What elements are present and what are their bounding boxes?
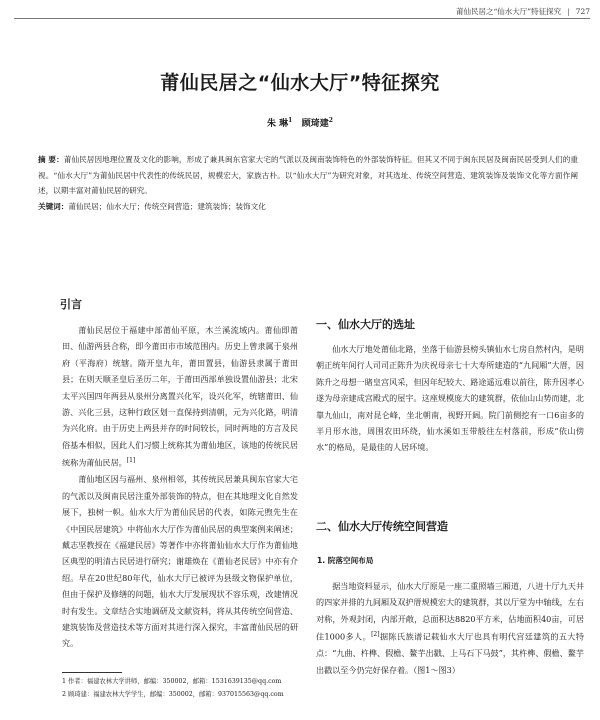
intro-heading: 引言 bbox=[60, 298, 82, 311]
subsection-1-heading: 1. 院落空间布局 bbox=[317, 556, 374, 565]
section-2-paragraph bbox=[316, 578, 584, 678]
citation-1: [1] bbox=[126, 457, 136, 465]
abstract bbox=[38, 152, 578, 199]
keywords-label: 关键词： bbox=[38, 202, 69, 211]
header-separator: | bbox=[567, 7, 570, 16]
section-1-heading: 一、仙水大厅的选址 bbox=[316, 318, 415, 331]
section-2-heading: 二、仙水大厅传统空间营造 bbox=[316, 520, 448, 533]
footnote-rule bbox=[62, 672, 122, 673]
footnotes bbox=[62, 676, 322, 701]
author-line bbox=[0, 116, 600, 129]
footnote-2: 2 顾琦建：福建农林大学学生，邮编：350002，邮箱：937015563@qq.com bbox=[62, 690, 284, 698]
author-2-affiliation: 2 bbox=[328, 117, 333, 124]
running-title: 莆仙民居之“仙水大厅”特征探究 bbox=[455, 7, 562, 16]
abstract-text: 莆仙民居因地理位置及文化的影响，形成了兼具闽东官家大宅的气派以及闽南装饰特色的外部装饰特征。但其又不同于闽东民居及闽南民居受到人们的重视。“仙水大厅”为莆仙民居中代表性的传统民居，规模宏大，家族古朴。以“仙水大厅”为研究对象，对其选址、传统空间营造、建筑装饰及装饰文化等方面作阐述，以期丰富对莆仙民居的研究。 bbox=[38, 155, 578, 195]
citation-2: [2] bbox=[371, 631, 380, 639]
section-2-text-cont: 据陈氏族谱记载仙水大厅也具有明代宫廷建筑的五大特点：“九曲、杵榫、假檐、鳌芋出戳、上马石下马鼓”，其杵榫、假檐、鳌芋出戳以至今仍完好保存着。（图1～图3） bbox=[316, 631, 584, 675]
section-2-text: 据当地资料显示，仙水大厅原是一座二重照墙三厢道，八进十厅九天井的四家并排的九间厢及双护厝规模宏大的建筑群，其以厅堂为中轴线，左右对称，外观封闭，内部开敞，总面积达8820平方米，佔地面积40亩，可居住1000多人。 bbox=[316, 581, 584, 642]
keywords-text: 莆仙民居；仙水大厅；传统空间营造；建筑装饰；装饰文化 bbox=[68, 202, 266, 211]
keywords bbox=[38, 199, 578, 214]
paper-title: 莆仙民居之“仙水大厅”特征探究 bbox=[160, 72, 440, 94]
header-rule bbox=[14, 18, 590, 19]
running-header bbox=[0, 6, 590, 17]
section-2-body bbox=[316, 578, 584, 678]
intro-p1-text: 莆仙民居位于福建中部莆仙平原，木兰溪流域内。莆仙即莆田、仙游两县合称，即今莆田市市域范围内。历史上曾隶属于泉州府（平海府）统辖。隋开皇九年，莆田置县，仙游县隶属于莆田县；在则天顺圣皇后圣历二年，于莆田西部单独设置仙游县；北宋太平兴国四年两县从泉州分离置兴化军，设兴化军，统辖莆田、仙游、兴化三县，这种行政区划一直保持到清朝，元为兴化路，明清为兴化府。由于历史上两县并存的时间较长，同时两地的方言及民俗基本相似，因此人们习惯上统称其为莆仙地区，该地的传统民居统称为莆仙民居。 bbox=[62, 325, 298, 468]
author-1: 朱 琳 bbox=[267, 119, 289, 129]
section-1-paragraph: 仙水大厅地处莆仙北路，坐落于仙游县榜头镇仙水七房自然村内，是明朝正统年间行人司司正陈升为庆祝母亲七十大寿所建造的“九间厢”大厝，因陈升之母想一睹皇宫风采，但因年纪较大、路途遥远难以前往，陈升因孝心遂为母亲建成宫殿式的屋宇。这座规模庞大的建筑群，依仙山山势而建，北靠九仙山，南对昆仑峰，坐北朝南，视野开阔。院门前侧挖有一口6亩多的半月形水池，周围农田环绕，仙水溪如玉带般往左村落前，形成“依山傍水”的格局，是最佳的人居环境。 bbox=[316, 344, 584, 453]
intro-column bbox=[62, 322, 298, 652]
intro-paragraph-1 bbox=[62, 322, 298, 471]
section-1-body bbox=[316, 341, 584, 456]
abstract-label: 摘 要： bbox=[38, 155, 64, 164]
page-number: 727 bbox=[575, 7, 590, 16]
author-1-affiliation: 1 bbox=[288, 117, 293, 124]
author-2: 顾琦建 bbox=[301, 119, 329, 129]
intro-paragraph-2: 莆仙地区因与福州、泉州相邻，其传统民居兼具闽东官家大宅的气派以及闽南民居注重外部装饰的特点，但在其地理文化自然发展下，独树一帜。仙水大厅为莆仙民居的代表，如陈元煦先生在《中国民居建筑》中将仙水大厅作为莆仙民居的典型案例来阐述；戴志坚教授在《福建民居》等著作中亦将莆仙仙水大厅作为莆仙地区典型的明清古民居进行研究；谢雄焕在《莆仙老民居》中亦有介绍。早在20世纪80年代，仙水大厅已被评为县级文物保护单位，但由于保护及修缮的问题，仙水大厅发展现状不容乐观，改建情况时有发生。文章结合实地调研及文献资料，将从其传统空间营造、建筑装饰及营造技术等方面对其进行深入探究，丰富莆仙民居的研究。 bbox=[62, 474, 298, 649]
footnote-1: 1 作者：福建农林大学讲师，邮编：350002，邮箱：1531639135@qq.com bbox=[62, 678, 282, 685]
